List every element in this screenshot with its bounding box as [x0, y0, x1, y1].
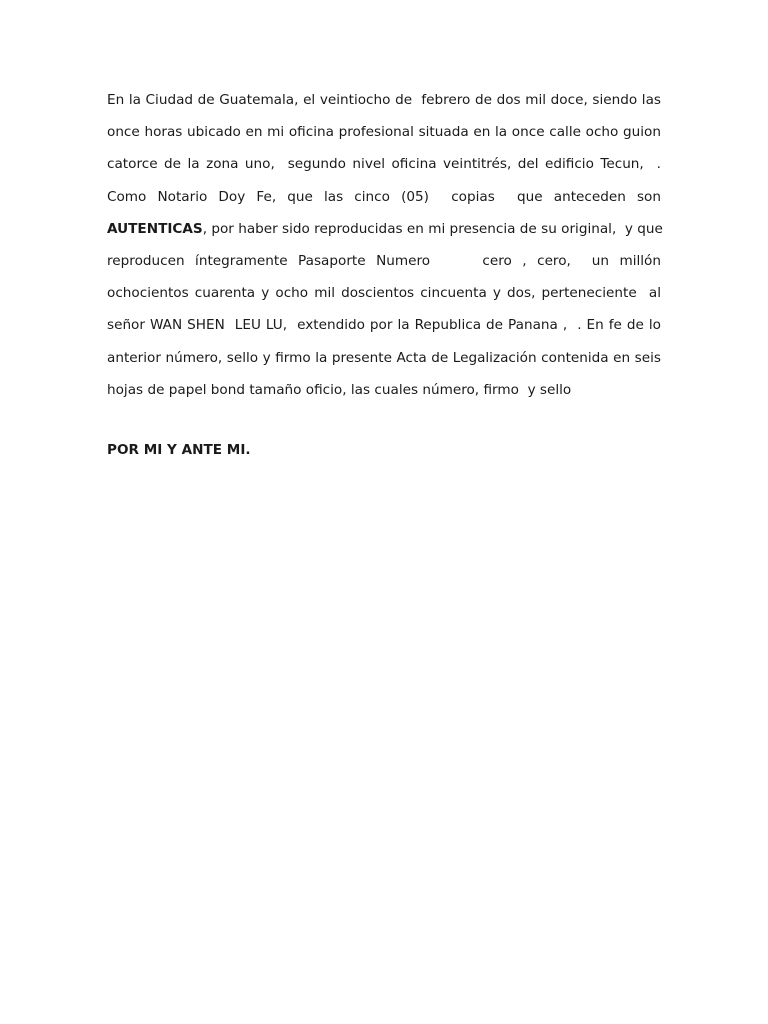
text-line-10: hojas de papel bond tamaño oficio, las cuales número, firmo y sello: [107, 381, 572, 398]
text-line-5-rest: , por haber sido reproducidas en mi presencia de su original, y que: [202, 220, 663, 237]
document-body: [107, 84, 661, 406]
text-line-7: ochocientos cuarenta y ocho mil doscientos cincuenta y dos, perteneciente al: [107, 285, 661, 302]
text-line-2: once horas ubicado en mi oficina profesional situada en la once calle ocho guion: [107, 124, 661, 141]
text-line-1: En la Ciudad de Guatemala, el veintiocho de febrero de dos mil doce, siendo las: [107, 92, 661, 108]
closing-formula: POR MI Y ANTE MI.: [107, 442, 251, 458]
bold-autenticas: AUTENTICAS: [107, 220, 203, 237]
text-line-9: anterior número, sello y firmo la presente Acta de Legalización contenida en seis: [107, 349, 661, 366]
text-line-8: señor WAN SHEN LEU LU, extendido por la Republica de Panana , . En fe de lo: [107, 317, 661, 334]
text-line-6: reproducen íntegramente Pasaporte Numero cero , cero, un millón: [107, 252, 661, 269]
text-line-5: [107, 213, 661, 245]
text-line-4: Como Notario Doy Fe, que las cinco (05) copias que anteceden son: [107, 188, 661, 205]
text-line-3: catorce de la zona uno, segundo nivel oficina veintitrés, del edificio Tecun, .: [107, 156, 661, 173]
